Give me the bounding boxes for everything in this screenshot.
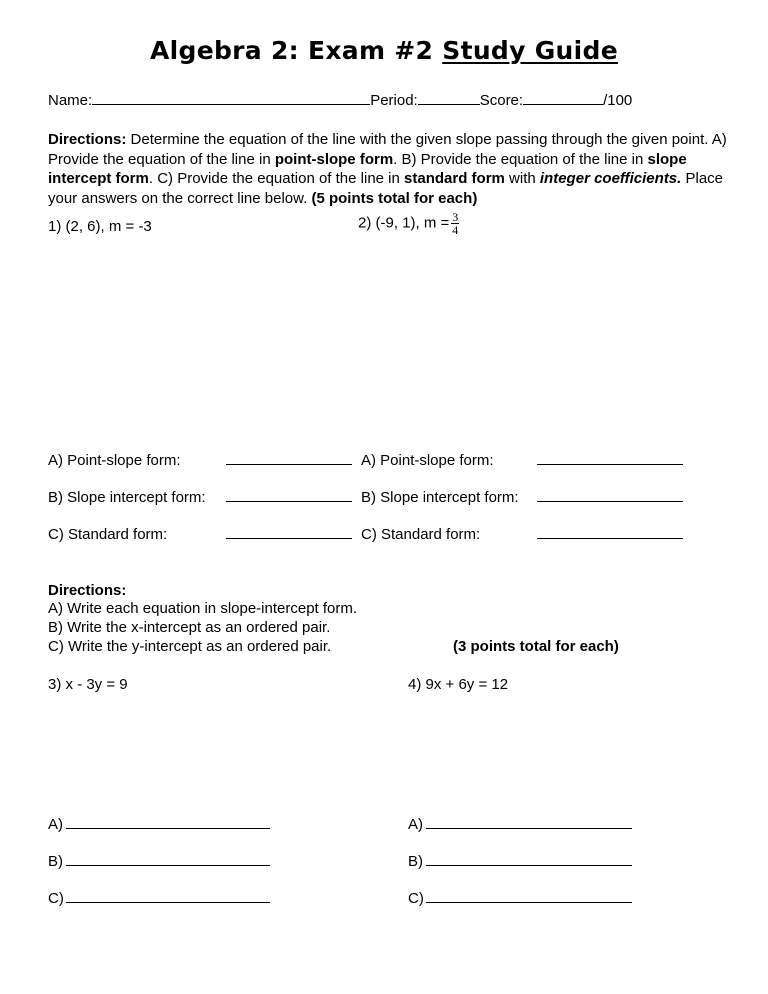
p3-a-label: A): [48, 816, 63, 833]
directions-label: Directions:: [48, 131, 127, 148]
fraction-numerator: 3: [452, 210, 459, 224]
directions-bold: point-slope form: [274, 150, 394, 168]
p2-b-answer[interactable]: [537, 489, 683, 502]
p2-a-answer[interactable]: [537, 452, 683, 465]
score-field[interactable]: [523, 92, 603, 105]
p3-a-answer[interactable]: [66, 816, 270, 829]
name-field[interactable]: [92, 92, 370, 105]
directions-bold-italic: integer coefficients.: [539, 170, 682, 187]
p4-b-answer[interactable]: [426, 853, 632, 866]
problem-3: 3) x - 3y = 9: [48, 676, 128, 693]
p4-a-label: A): [408, 816, 423, 833]
p2-c-answer[interactable]: [537, 526, 683, 539]
directions-line-b: B) Write the x-intercept as an ordered pair.: [48, 619, 331, 636]
p1-b-answer[interactable]: [226, 489, 352, 502]
directions-text: . B) Provide the equation of the line in: [393, 150, 648, 168]
directions-line-a: A) Write each equation in slope-intercept form.: [48, 600, 358, 617]
period-field[interactable]: [418, 92, 480, 105]
problem-2-text: 2) (-9, 1), m =: [358, 214, 450, 232]
p1-a-answer[interactable]: [226, 452, 352, 465]
header-fields: [48, 92, 632, 110]
directions-text: with: [504, 170, 540, 187]
fraction-denominator: 4: [452, 223, 459, 237]
p1-a-label: A) Point-slope form:: [48, 452, 181, 469]
p4-b-label: B): [408, 853, 423, 870]
p1-b-label: B) Slope intercept form:: [48, 489, 206, 506]
directions-text: Place your answers on the correct line below.: [48, 170, 724, 207]
directions-bold: standard form: [404, 170, 505, 187]
problem-2: [358, 211, 459, 236]
page-title: [0, 36, 768, 66]
points-note: (3 points total for each): [453, 638, 619, 655]
p2-b-label: B) Slope intercept form:: [361, 489, 519, 506]
p2-c-label: C) Standard form:: [361, 526, 481, 543]
p4-c-label: C): [408, 890, 424, 907]
title-underlined: Study Guide: [442, 36, 618, 65]
title-text: Algebra 2: Exam #2: [150, 36, 443, 65]
period-label: Period:: [370, 92, 418, 109]
directions-points: (5 points total for each): [311, 189, 478, 207]
directions-text: . C) Provide the equation of the line in: [148, 170, 405, 187]
p4-a-answer[interactable]: [426, 816, 632, 829]
problem-1: 1) (2, 6), m = -3: [48, 218, 152, 235]
directions-label: Directions:: [48, 582, 127, 599]
directions-line-c: C) Write the y-intercept as an ordered pair.: [48, 638, 332, 655]
p3-b-answer[interactable]: [66, 853, 270, 866]
p3-c-label: C): [48, 890, 64, 907]
score-label: Score:: [479, 92, 524, 109]
p3-b-label: B): [48, 853, 63, 870]
directions-text: Determine the equation of the line with the given slope passing through the given point. A) Provide the equation of the line in: [48, 131, 727, 168]
p1-c-label: C) Standard form:: [48, 526, 168, 543]
problem-4: 4) 9x + 6y = 12: [408, 676, 509, 693]
slope-fraction: [451, 211, 459, 236]
p1-c-answer[interactable]: [226, 526, 352, 539]
p2-a-label: A) Point-slope form:: [361, 452, 494, 469]
score-total: /100: [603, 92, 633, 109]
p3-c-answer[interactable]: [66, 890, 270, 903]
directions-section2-label: [48, 582, 126, 600]
p4-c-answer[interactable]: [426, 890, 632, 903]
directions-bold: slope intercept form: [48, 150, 687, 187]
directions-section1: [48, 130, 738, 208]
name-label: Name:: [48, 92, 93, 109]
